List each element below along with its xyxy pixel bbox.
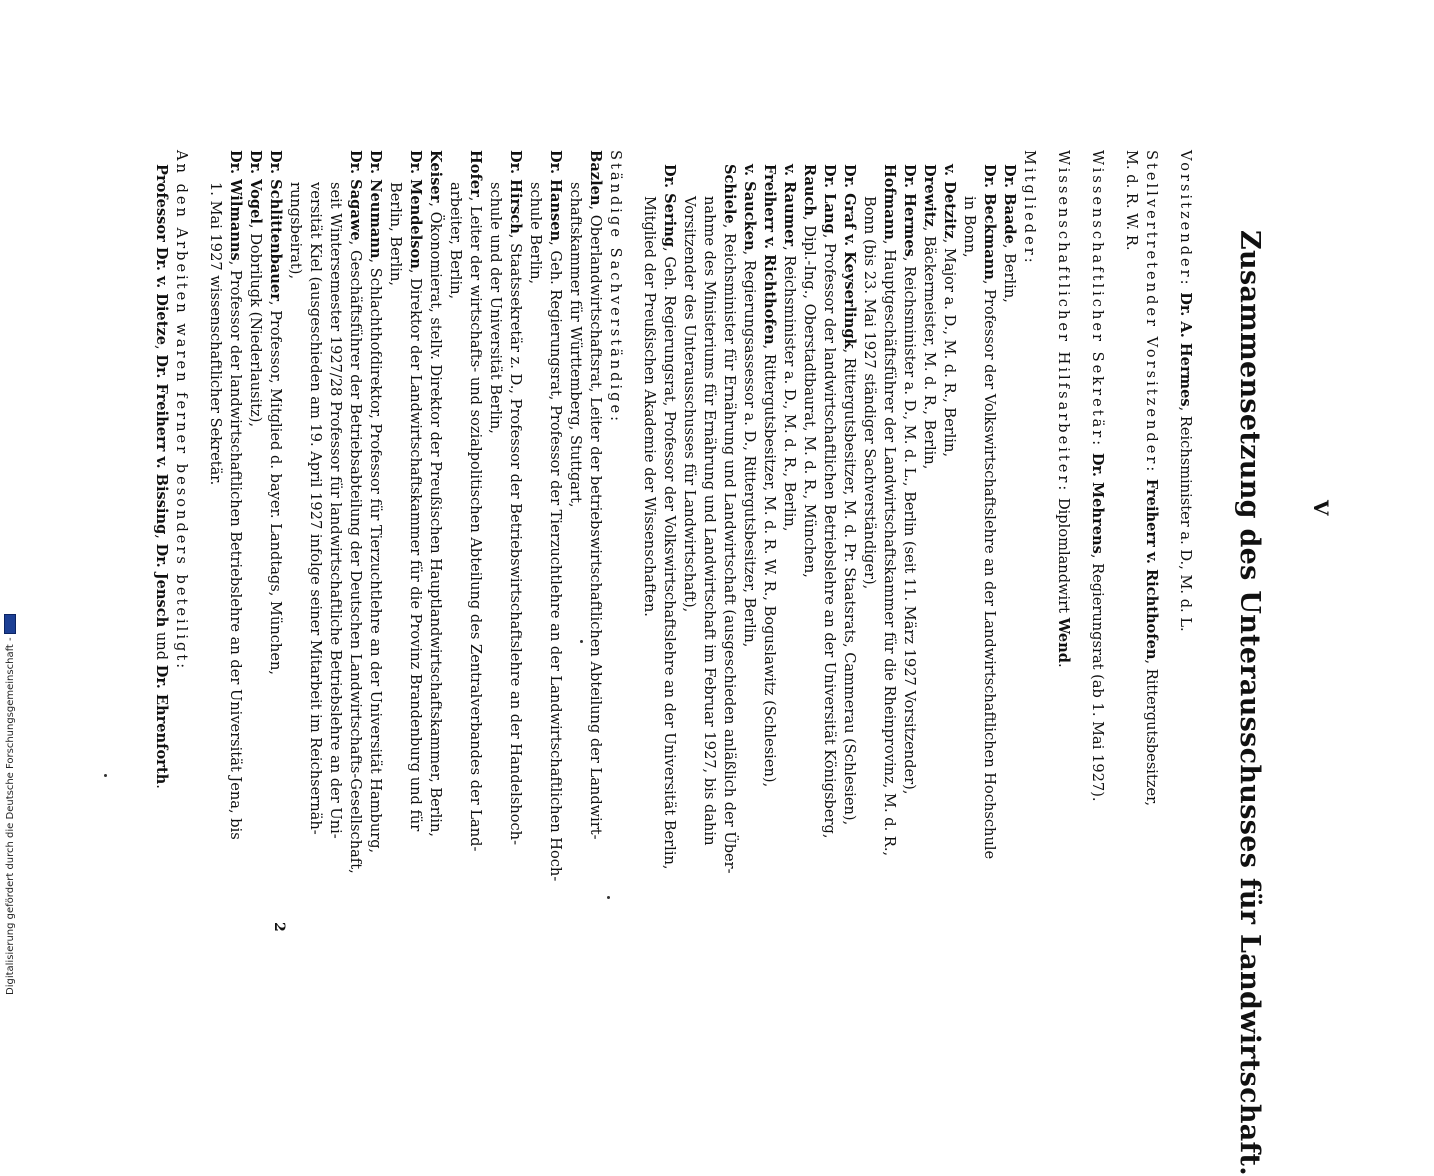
mitglieder-name: v. Detzitz xyxy=(941,164,958,239)
mitglieder-name: Dr. Graf v. Keyserlingk xyxy=(841,164,858,349)
sachverstaendige-name: Keiser xyxy=(427,150,444,203)
mitglieder-detail: , Professor der landwirtschaftlichen Betriebslehre an der Universität Königsberg, xyxy=(821,233,838,839)
mitglieder-entry xyxy=(839,164,859,870)
sachverstaendige-detail: , Professor, Mitglied d. bayer. Landtags, München, xyxy=(267,300,284,675)
sachverstaendige-detail: , Dobrilugk (Niederlausitz), xyxy=(247,223,264,428)
members-list xyxy=(639,150,1019,874)
secretary-line xyxy=(1087,150,1107,870)
scan-speck xyxy=(607,896,610,899)
mitglieder-entry xyxy=(999,164,1019,870)
assistant-label: Wissenschaftlicher Hilfsarbeiter: xyxy=(1055,150,1072,494)
sachverstaendige-detail: , Leiter der wirtschafts- und sozialpolitischen Abteilung des Zentralverbandes der Land- xyxy=(467,196,484,852)
sachverstaendige-entry xyxy=(425,150,445,870)
mitglieder-continuation: Vorsitzender des Unterausschusses für Landwirtschaft), xyxy=(681,196,698,613)
further-name-2: Dr. Freiherr v. Bissing xyxy=(153,354,170,535)
mitglieder-continuation: in Bonn, xyxy=(961,196,978,258)
credit-text: Digitalisierung gefördert durch die Deutsche Forschungsgemeinschaft - xyxy=(4,637,16,995)
mitglieder-entry xyxy=(779,164,799,870)
mitglieder-name: Schiele xyxy=(721,164,738,224)
experts-label: Ständige Sachverständige: xyxy=(607,150,624,425)
mitglieder-name: Dr. Lang xyxy=(821,164,838,234)
sachverstaendige-detail: , Ökonomierat, stellv. Direktor der Preußischen Hauptlandwirtschaftskammer, Berlin, xyxy=(427,202,444,838)
vice-chair-continuation: M. d. R. W. R. xyxy=(1123,150,1140,251)
separator: , xyxy=(153,345,170,355)
mitglieder-entry xyxy=(919,164,939,870)
separator: , xyxy=(153,534,170,544)
chair-label: Vorsitzender: xyxy=(1177,150,1194,288)
mitglieder-entry xyxy=(979,164,999,870)
mitglieder-detail: , Rittergutsbesitzer, M. d. Pr. Staatsrats, Cammerau (Schlesien), xyxy=(841,348,858,826)
mitglieder-entry xyxy=(899,164,919,870)
mitglieder-entry xyxy=(879,164,899,870)
sachverstaendige-detail: , Oberlandwirtschaftsrat, Leiter der betriebswirtschaftlichen Abteilung der Landwirt- xyxy=(587,205,604,840)
chair-name: Dr. A. Hermes xyxy=(1177,292,1194,407)
document-page xyxy=(153,60,1345,1176)
sachverstaendige-continuation: arbeiter, Berlin, xyxy=(447,182,464,300)
sachverstaendige-entry xyxy=(225,150,245,870)
separator: und xyxy=(153,627,170,665)
mitglieder-name: Dr. Sering xyxy=(661,164,678,248)
sachverstaendige-name: Dr. Vogel xyxy=(247,150,264,224)
mitglieder-name: Dr. Hermes xyxy=(901,164,918,257)
mitglieder-detail: , Bäckermeister, M. d. R., Berlin, xyxy=(921,226,938,470)
dfg-logo-icon xyxy=(4,614,16,634)
vice-chair-detail: , Rittergutsbesitzer, xyxy=(1143,659,1160,807)
mitglieder-entry xyxy=(719,164,739,874)
sachverstaendige-continuation: 1. Mai 1927 wissenschaftlicher Sekretär. xyxy=(207,182,224,486)
chair-detail: , Reichsminister a. D., M. d. L. xyxy=(1177,406,1194,632)
assistant-end: . xyxy=(1055,663,1072,668)
sachverstaendige-entry xyxy=(545,150,565,882)
document-body xyxy=(151,150,1195,882)
mitglieder-detail: , Reichsminister a. D., M. d. R., Berlin, xyxy=(781,246,798,532)
sachverstaendige-entry xyxy=(265,150,285,870)
scan-speck xyxy=(104,774,107,777)
sachverstaendige-continuation: versität Kiel (ausgeschieden am 19. April 1927 infolge seiner Mitarbeit im Reichsernäh- xyxy=(307,182,324,835)
mitglieder-entry xyxy=(759,164,779,870)
scan-speck xyxy=(580,640,583,643)
sachverstaendige-entry xyxy=(465,150,485,870)
further-label: An den Arbeiten waren ferner besonders beteiligt: xyxy=(173,150,190,672)
vice-chair-line xyxy=(1141,150,1161,870)
sachverstaendige-detail: , Schlachthofdirektor, Professor für Tierzuchtlehre an der Universität Hamburg, xyxy=(367,258,384,854)
sachverstaendige-name: Hofer xyxy=(467,150,484,197)
further-names-line xyxy=(151,150,171,870)
experts-list xyxy=(205,150,605,882)
sachverstaendige-name: Dr. Sagawe xyxy=(347,150,364,241)
further-name-4: Dr. Ehrenforth xyxy=(153,664,170,785)
assistant-detail: Diplomlandwirt xyxy=(1055,497,1072,618)
mitglieder-entry xyxy=(659,164,679,870)
sachverstaendige-detail: , Geschäftsführer der Betriebsabteilung der Deutschen Landwirtschafts-Gesellschaft, xyxy=(347,240,364,874)
footer-page-number: 2 xyxy=(271,922,287,932)
sachverstaendige-entry xyxy=(245,150,265,870)
mitglieder-detail: , Regierungsassessor a. D., Rittergutsbesitzer, Berlin, xyxy=(741,250,758,648)
mitglieder-detail: , Rittergutsbesitzer, M. d. R. W. R., Boguslawitz (Schlesien), xyxy=(761,344,778,788)
mitglieder-entry xyxy=(939,164,959,870)
assistant-name: Wend xyxy=(1055,617,1072,663)
sachverstaendige-entry xyxy=(365,150,385,870)
sachverstaendige-entry xyxy=(505,150,525,870)
sachverstaendige-name: Dr. Wilmanns xyxy=(227,150,244,261)
sachverstaendige-detail: , Direktor der Landwirtschaftskammer für die Provinz Brandenburg und für xyxy=(407,268,424,832)
sachverstaendige-detail: , Professor der landwirtschaftlichen Betriebslehre an der Universität Jena, bis xyxy=(227,260,244,840)
sachverstaendige-entry xyxy=(345,150,365,874)
mitglieder-entry xyxy=(739,164,759,870)
sachverstaendige-entry xyxy=(585,150,605,870)
chair-line xyxy=(1175,150,1195,870)
further-name-1: Professor Dr. v. Dietze xyxy=(153,164,170,346)
secretary-detail: , Regierungsrat (ab 1. Mai 1927). xyxy=(1089,553,1106,802)
assistant-line xyxy=(1053,150,1073,870)
page-number: V xyxy=(1309,500,1333,516)
sachverstaendige-entry xyxy=(405,150,425,870)
mitglieder-name: Freiherr v. Richthofen xyxy=(761,164,778,345)
secretary-label: Wissenschaftlicher Sekretär: xyxy=(1089,150,1106,449)
mitglieder-name: Dr. Beckmann xyxy=(981,164,998,280)
sachverstaendige-name: Dr. Mendelson xyxy=(407,150,424,269)
mitglieder-name: Rauch xyxy=(801,164,818,217)
members-label: Mitglieder: xyxy=(1021,150,1038,266)
page-title: Zusammensetzung des Unterausschusses für Landwirtschaft. xyxy=(1234,230,1265,1176)
sachverstaendige-continuation: schule und der Universität Berlin, xyxy=(487,182,504,434)
vice-chair-label: Stellvertretender Vorsitzender: xyxy=(1143,150,1160,475)
sachverstaendige-name: Bazlen xyxy=(587,150,604,206)
mitglieder-name: v. Raumer xyxy=(781,164,798,247)
mitglieder-name: Dr. Baade xyxy=(1001,164,1018,244)
mitglieder-detail: , Professor der Volkswirtschaftslehre an der Landwirtschaftlichen Hochschule xyxy=(981,279,998,860)
mitglieder-name: v. Saucken xyxy=(741,164,758,251)
mitglieder-detail: , Berlin, xyxy=(1001,243,1018,303)
mitglieder-detail: , Geh. Regierungsrat, Professor der Volkswirtschaftslehre an der Universität Berlin, xyxy=(661,247,678,870)
sachverstaendige-detail: , Geh. Regierungsrat, Professor der Tierzuchtlehre an der Landwirtschaftlichen Hoch- xyxy=(547,241,564,882)
mitglieder-detail: , Reichsminister für Ernährung und Landwirtschaft (ausgeschieden anläßlich der Über- xyxy=(721,223,738,874)
mitglieder-name: Drewitz xyxy=(921,164,938,227)
sachverstaendige-name: Dr. Schlittenbauer xyxy=(267,150,284,301)
sachverstaendige-continuation: rungsbeirat), xyxy=(287,182,304,280)
sachverstaendige-name: Dr. Hansen xyxy=(547,150,564,242)
mitglieder-continuation: nahme des Ministeriums für Ernährung und Landwirtschaft im Februar 1927, bis dahin xyxy=(701,196,718,846)
further-name-3: Dr. Jensch xyxy=(153,543,170,628)
sachverstaendige-detail: , Staatssekretär z. D., Professor der Betriebswirtschaftslehre an der Handelshoch- xyxy=(507,233,524,846)
secretary-name: Dr. Mehrens xyxy=(1089,452,1106,554)
separator: . xyxy=(153,784,170,789)
mitglieder-continuation: Bonn (bis 23. Mai 1927 ständiger Sachverständiger), xyxy=(861,196,878,590)
mitglieder-continuation: Mitglied der Preußischen Akademie der Wissenschaften. xyxy=(641,196,658,617)
mitglieder-detail: , Major a. D., M. d. R., Berlin, xyxy=(941,238,958,458)
mitglieder-name: Hofmann xyxy=(881,164,898,240)
digitization-credit xyxy=(4,614,16,995)
sachverstaendige-name: Dr. Hirsch xyxy=(507,150,524,234)
sachverstaendige-continuation: schule Berlin, xyxy=(527,182,544,285)
mitglieder-entry xyxy=(819,164,839,870)
sachverstaendige-continuation: Berlin, Berlin, xyxy=(387,182,404,287)
sachverstaendige-name: Dr. Neumann xyxy=(367,150,384,259)
mitglieder-detail: , Reichsminister a. D., M. d. L., Berlin (seit 11. März 1927 Vorsitzender), xyxy=(901,256,918,795)
sachverstaendige-continuation: seit Wintersemester 1927/28 Professor für landwirtschaftliche Betriebslehre an der Uni- xyxy=(327,182,344,839)
vice-chair-name: Freiherr v. Richthofen xyxy=(1143,478,1160,660)
sachverstaendige-continuation: schaftskammer für Württemberg, Stuttgart, xyxy=(567,182,584,508)
mitglieder-entry xyxy=(799,164,819,870)
mitglieder-detail: , Hauptgeschäftsführer der Landwirtschaftskammer für die Rheinprovinz, M. d. R., xyxy=(881,239,898,857)
mitglieder-detail: , Dipl.-Ing., Oberstadtbaurat, M. d. R., München, xyxy=(801,216,818,578)
